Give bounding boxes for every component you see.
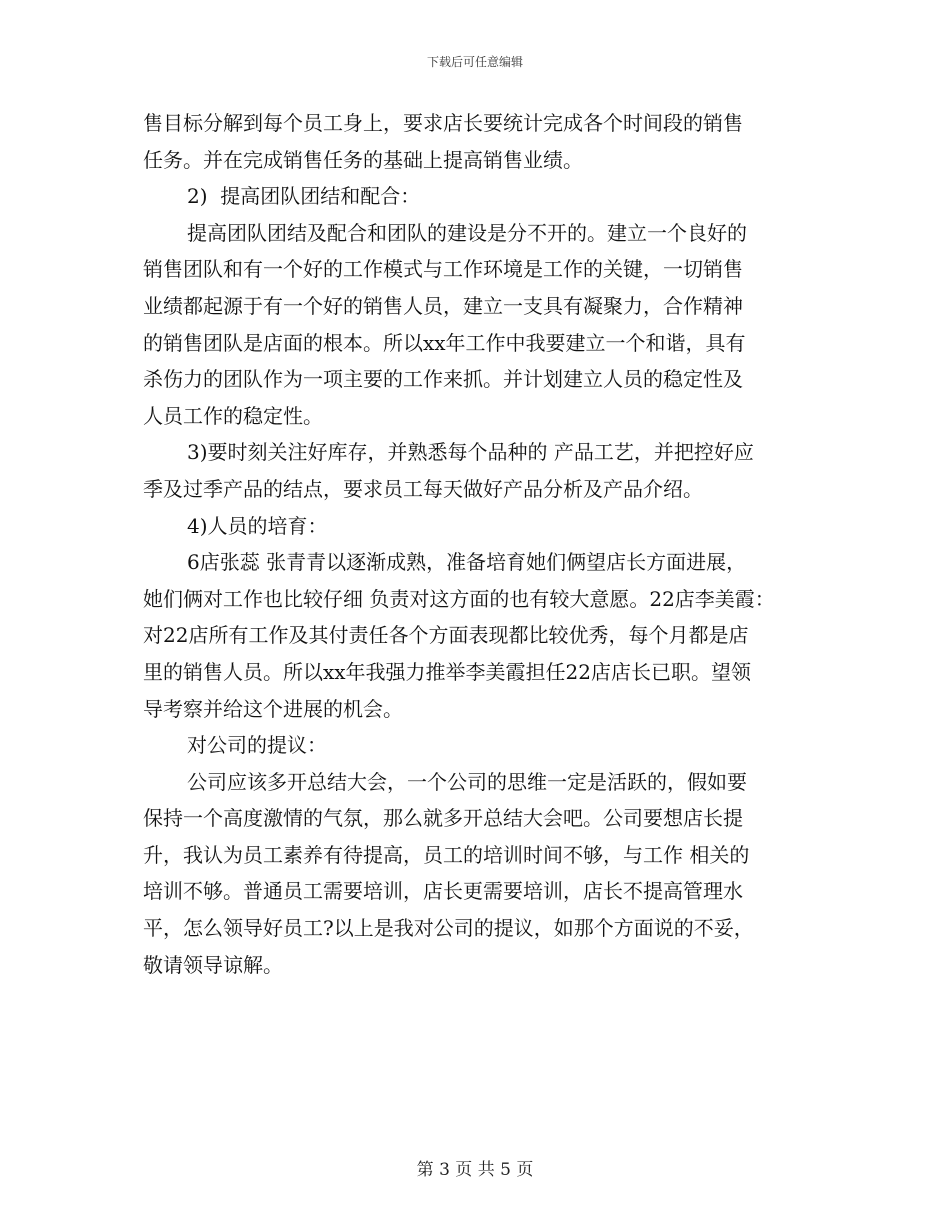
text-line: 的销售团队是店面的根本。所以xx年工作中我要建立一个和谐，具有: [143, 330, 746, 355]
text-line: 售目标分解到每个员工身上，要求店长要统计完成各个时间段的销售: [143, 111, 743, 135]
text-line: 对公司的提议：: [187, 733, 327, 758]
text-line: 季及过季产品的结点，要求员工每天做好产品分析及产品介绍。: [143, 476, 703, 501]
text-line: 2) 提高团队团结和配合：: [187, 184, 421, 209]
text-line: 她们俩对工作也比较仔细 负责对这方面的也有较大意愿。22店李美霞：: [143, 586, 775, 611]
text-line: 6店张蕊 张青青以逐渐成熟，准备培育她们俩望店长方面进展，: [187, 550, 747, 575]
text-line: 敬请领导谅解。: [143, 952, 283, 977]
text-line: 公司应该多开总结大会，一个公司的思维一定是活跃的，假如要: [187, 769, 747, 794]
text-line: 导考察并给这个进展的机会。: [143, 696, 403, 721]
text-line: 升，我认为员工素养有待提高，员工的培训时间不够，与工作 相关的: [143, 842, 750, 867]
page-footer: 第 3 页 共 5 页: [416, 1160, 534, 1180]
text-line: 保持一个高度激情的气氛，那么就多开总结大会吧。公司要想店长提: [143, 806, 743, 831]
text-line: 培训不够。普通员工需要培训，店长更需要培训，店长不提高管理水: [143, 879, 743, 904]
text-line: 3)要时刻关注好库存，并熟悉每个品种的 产品工艺，并把控好应: [187, 440, 754, 465]
text-line: 4)人员的培育：: [187, 513, 328, 538]
text-line: 对22店所有工作及其付责任各个方面表现都比较优秀，每个月都是店: [143, 623, 749, 648]
document-body: [143, 105, 823, 983]
text-line: 平，怎么领导好员工?以上是我对公司的提议，如那个方面说的不妥，: [143, 916, 754, 941]
text-line: 任务。并在完成销售任务的基础上提高销售业绩。: [143, 147, 583, 172]
text-line: 销售团队和有一个好的工作模式与工作环境是工作的关键，一切销售: [143, 257, 743, 282]
text-line: 提高团队团结及配合和团队的建设是分不开的。建立一个良好的: [187, 220, 747, 245]
page-header: 下载后可任意编辑: [426, 55, 523, 69]
text-line: 里的销售人员。所以xx年我强力推举李美霞担任22店店长已职。望领: [143, 659, 752, 684]
text-line: 杀伤力的团队作为一项主要的工作来抓。并计划建立人员的稳定性及: [143, 367, 743, 392]
text-line: 人员工作的稳定性。: [143, 403, 323, 428]
text-line: 业绩都起源于有一个好的销售人员，建立一支具有凝聚力，合作精神: [143, 293, 743, 318]
